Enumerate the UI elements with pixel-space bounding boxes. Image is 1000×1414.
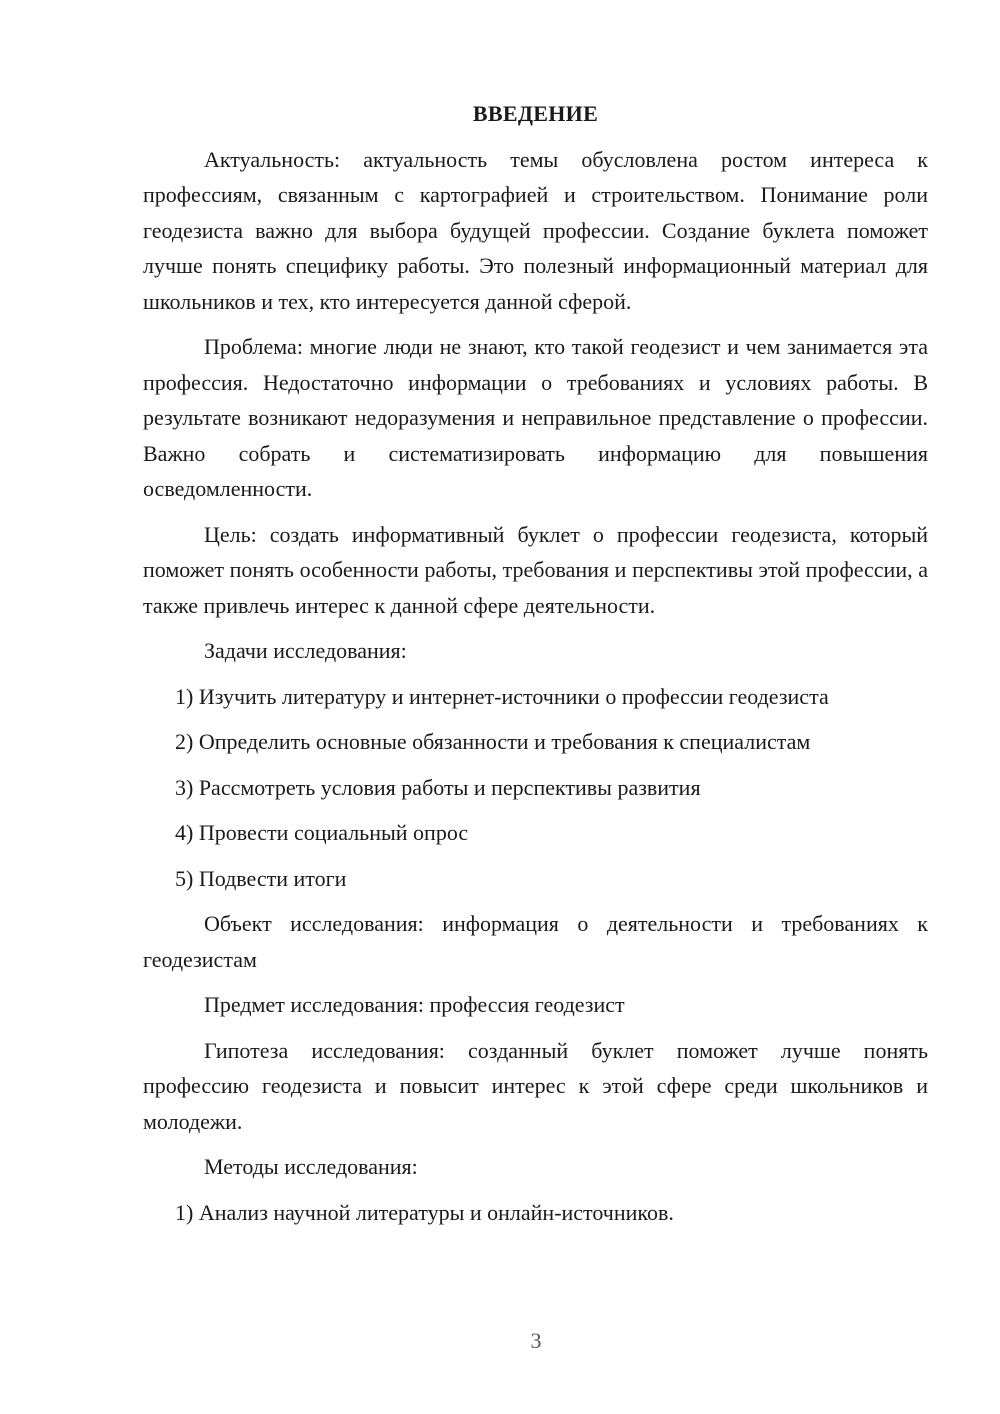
task-item-4: 4) Провести социальный опрос bbox=[175, 820, 469, 845]
hypothesis-paragraph: Гипотеза исследования: созданный буклет поможет лучше понять профессию геодезиста и повысит интерес к этой сфере среди школьников и молодежи. bbox=[143, 1037, 928, 1134]
task-item-3: 3) Рассмотреть условия работы и перспективы развития bbox=[175, 774, 701, 800]
document-body bbox=[143, 96, 928, 1240]
relevance-paragraph: Актуальность: актуальность темы обусловлена ростом интереса к профессиям, связанным с картографией и строительством. Понимание роли геодезиста важно для выбора будущей профессии. Создание буклета поможет лучше понять специфику работы. Это полезный информационный материал для школьников и тех, кто интересуется данной сферой. bbox=[143, 146, 928, 314]
task-item-2: 2) Определить основные обязанности и требования к специалистам bbox=[175, 729, 811, 754]
section-title: ВВЕДЕНИЕ bbox=[472, 101, 599, 126]
problem-paragraph: Проблема: многие люди не знают, кто такой геодезист и чем занимается эта профессия. Недостаточно информации о требованиях и условиях работы. В результате возникают недоразумения и неправильное представление о профессии. Важно собрать и систематизировать информацию для повышения осведомленности. bbox=[143, 334, 928, 501]
subject-paragraph: Предмет исследования: профессия геодезист bbox=[204, 992, 625, 1017]
goal-paragraph: Цель: создать информативный буклет о профессии геодезиста, который поможет понять особенности работы, требования и перспективы этой профессии, а также привлечь интерес к данной сфере деятельности. bbox=[143, 521, 928, 618]
task-item-1: 1) Изучить литературу и интернет-источники о профессии геодезиста bbox=[175, 683, 829, 709]
method-item-1: 1) Анализ научной литературы и онлайн-источников. bbox=[175, 1199, 674, 1225]
page-number: 3 bbox=[530, 1328, 542, 1353]
tasks-heading: Задачи исследования: bbox=[204, 638, 407, 663]
methods-heading: Методы исследования: bbox=[204, 1154, 418, 1179]
task-item-5: 5) Подвести итоги bbox=[175, 865, 347, 891]
object-paragraph: Объект исследования: информация о деятельности и требованиях к геодезистам bbox=[143, 911, 928, 972]
